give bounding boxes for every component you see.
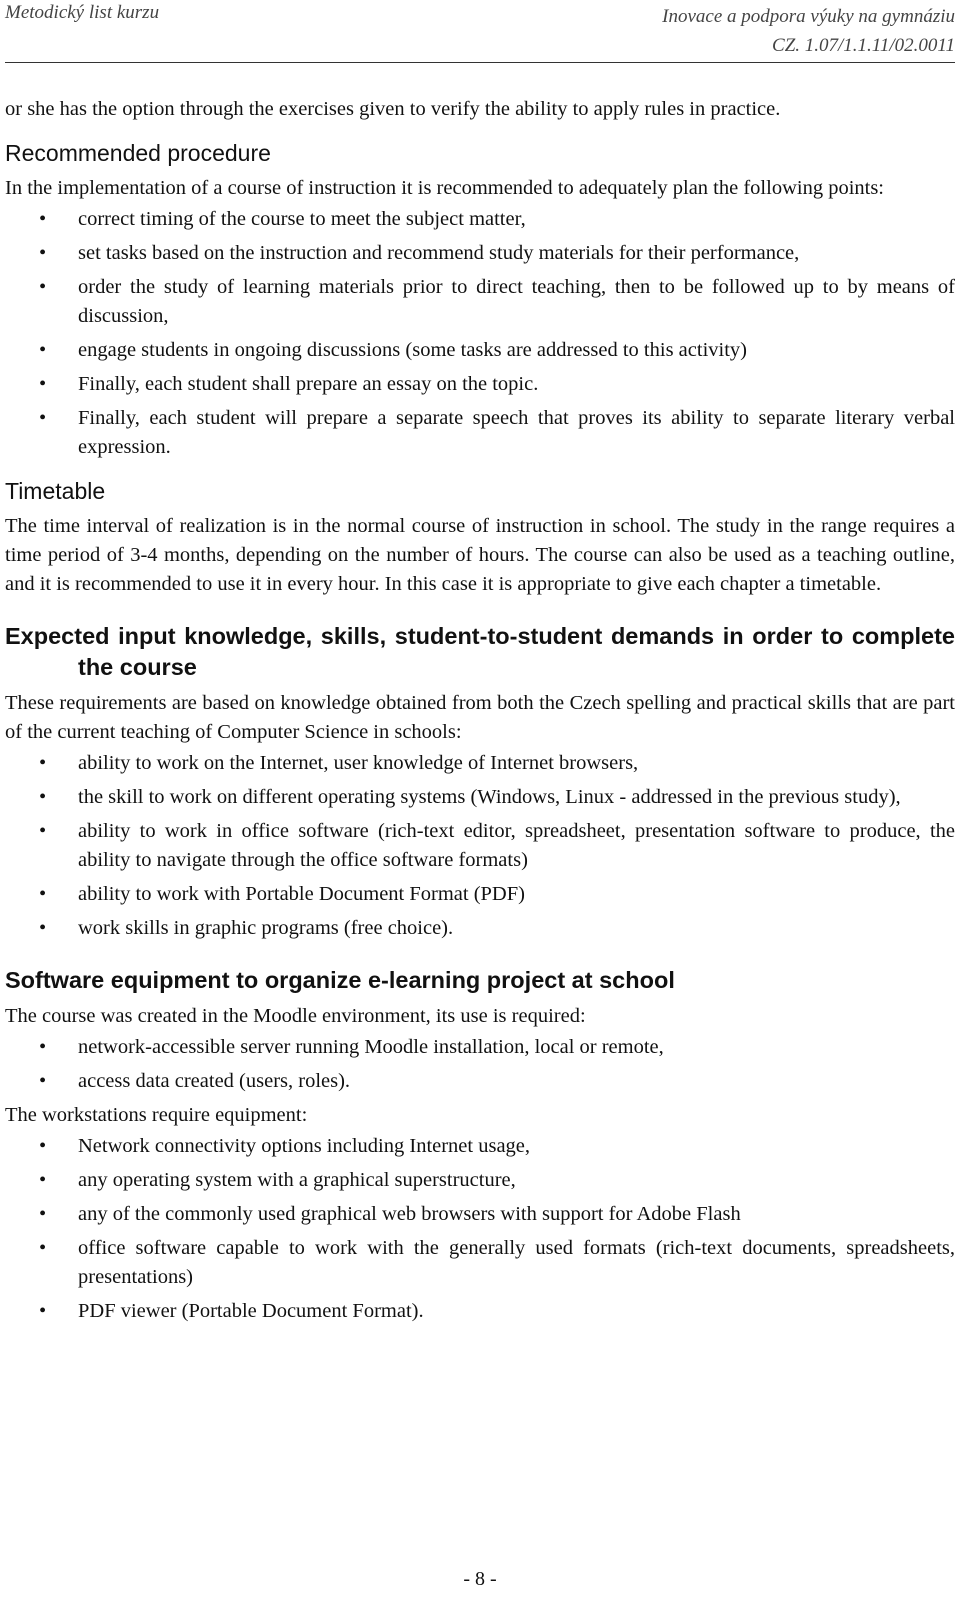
- expected-lead-paragraph: These requirements are based on knowledge obtained from both the Czech spelling and practical skills that are part of the current teaching of Computer Science in schools:: [5, 692, 955, 743]
- bullet-icon: •: [39, 1300, 47, 1322]
- list-item-text: engage students in ongoing discussions (some tasks are addressed to this activity): [78, 339, 747, 361]
- bullet-icon: •: [39, 1203, 47, 1225]
- bullet-icon: •: [39, 1237, 47, 1259]
- list-item-text: office software capable to work with the generally used formats (rich-text documents, spreadsheets, presentations): [78, 1237, 955, 1288]
- list-item-text: the skill to work on different operating systems (Windows, Linux - addressed in the previous study),: [78, 786, 901, 808]
- header-course-sheet-title: Metodický list kurzu: [5, 2, 160, 23]
- list-item-text: PDF viewer (Portable Document Format).: [78, 1300, 424, 1322]
- bullet-icon: •: [39, 917, 47, 939]
- list-item: [5, 783, 955, 812]
- workstations-lead-paragraph: The workstations require equipment:: [5, 1104, 308, 1126]
- list-item-text: ability to work in office software (rich-text editor, spreadsheet, presentation software to produce, the ability to navigate through the office software formats): [78, 820, 955, 871]
- list-item: [5, 404, 955, 462]
- recommended-lead-paragraph: In the implementation of a course of instruction it is recommended to adequately plan the following points:: [5, 177, 885, 199]
- list-item: [5, 914, 955, 943]
- list-item-text: any operating system with a graphical superstructure,: [78, 1169, 516, 1191]
- list-item-text: ability to work with Portable Document Format (PDF): [78, 883, 525, 905]
- software-list: [5, 1033, 955, 1096]
- list-item-text: any of the commonly used graphical web browsers with support for Adobe Flash: [78, 1203, 741, 1225]
- intro-paragraph: or she has the option through the exercises given to verify the ability to apply rules in practice.: [5, 98, 781, 120]
- list-item: [5, 1132, 955, 1161]
- list-item-text: correct timing of the course to meet the subject matter,: [78, 208, 526, 230]
- bullet-icon: •: [39, 407, 47, 429]
- page-number: - 8 -: [463, 1568, 497, 1590]
- list-item-text: Finally, each student will prepare a separate speech that proves its ability to separate literary verbal expression.: [78, 407, 955, 458]
- list-item: [5, 370, 955, 399]
- header-project-code: CZ. 1.07/1.1.11/02.0011: [772, 35, 955, 56]
- list-item: [5, 749, 955, 778]
- bullet-icon: •: [39, 339, 47, 361]
- bullet-icon: •: [39, 883, 47, 905]
- list-item: [5, 1166, 955, 1195]
- list-item: [5, 1297, 955, 1326]
- list-item-text: work skills in graphic programs (free choice).: [78, 917, 454, 939]
- list-item-text: set tasks based on the instruction and recommend study materials for their performance,: [78, 242, 800, 264]
- bullet-icon: •: [39, 752, 47, 774]
- bullet-icon: •: [39, 820, 47, 842]
- recommended-list: [5, 205, 955, 462]
- bullet-icon: •: [39, 276, 47, 298]
- list-item-text: ability to work on the Internet, user knowledge of Internet browsers,: [78, 752, 639, 774]
- list-item: [5, 1200, 955, 1229]
- bullet-icon: •: [39, 786, 47, 808]
- list-item: [5, 1234, 955, 1292]
- header-project-info: [662, 2, 955, 60]
- bullet-icon: •: [39, 373, 47, 395]
- list-item-text: order the study of learning materials prior to direct teaching, then to be followed up to by means of discussion,: [78, 276, 955, 327]
- header-project-name: Inovace a podpora výuky na gymnáziu: [662, 6, 955, 27]
- timetable-paragraph: The time interval of realization is in the normal course of instruction in school. The study in the range requires a time period of 3-4 months, depending on the number of hours. The course can also be used as a teaching outline, and it is recommended to use it in every hour. In this case it is appropriate to give each chapter a timetable.: [5, 515, 955, 595]
- list-item: [5, 1033, 955, 1062]
- document-page: [5, 0, 955, 1590]
- bullet-icon: •: [39, 242, 47, 264]
- list-item-text: Finally, each student shall prepare an essay on the topic.: [78, 373, 539, 395]
- bullet-icon: •: [39, 1135, 47, 1157]
- section-heading-timetable: Timetable: [5, 478, 106, 504]
- expected-list: [5, 749, 955, 943]
- list-item: [5, 273, 955, 331]
- workstations-list: [5, 1132, 955, 1326]
- section-heading-recommended-procedure: Recommended procedure: [5, 140, 271, 166]
- bullet-icon: •: [39, 208, 47, 230]
- running-header: [5, 0, 955, 63]
- section-heading-expected-input: Expected input knowledge, skills, student-to-student demands in order to complete the course: [5, 623, 955, 680]
- list-item: [5, 1067, 955, 1096]
- list-item: [5, 336, 955, 365]
- list-item-text: access data created (users, roles).: [78, 1070, 351, 1092]
- bullet-icon: •: [39, 1036, 47, 1058]
- list-item: [5, 239, 955, 268]
- list-item-text: Network connectivity options including Internet usage,: [78, 1135, 531, 1157]
- bullet-icon: •: [39, 1169, 47, 1191]
- list-item: [5, 817, 955, 875]
- software-lead-paragraph: The course was created in the Moodle environment, its use is required:: [5, 1005, 586, 1027]
- section-heading-software-equipment: Software equipment to organize e-learning project at school: [5, 967, 675, 993]
- document-body: [5, 63, 955, 1326]
- list-item: [5, 880, 955, 909]
- list-item-text: network-accessible server running Moodle installation, local or remote,: [78, 1036, 664, 1058]
- list-item: [5, 205, 955, 234]
- bullet-icon: •: [39, 1070, 47, 1092]
